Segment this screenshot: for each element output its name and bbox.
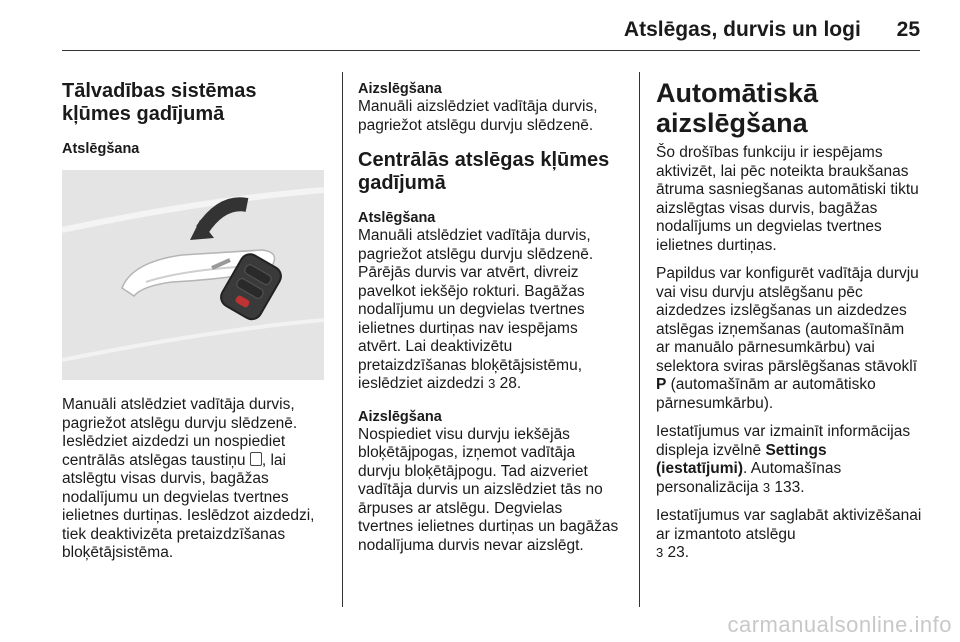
page-number: 25 <box>896 18 920 41</box>
column-1 <box>62 80 324 573</box>
page-ref-link[interactable]: 133. <box>774 478 805 496</box>
header-rule <box>62 50 920 51</box>
paragraph-auto-3: Iestatījumus var izmainīt informācijas displeja izvēlnē Settings (iestatījumi). Automašīnas personalizācija 3 133. <box>656 423 911 496</box>
key-in-door-illustration <box>62 170 324 380</box>
paragraph-unlocking-2: Manuāli atslēdziet vadītāja durvis, pagriežot atslēgu durvju slēdzenē. Pārējās durvis var atvērt, divreiz pavelkot iekšējo rokturi. Bagāžas nodalījumu un degvielas tvertnes ielietnes durtiņas nav iespējams atvērt. Lai deaktivizētu pretaizdzīšanas bloķētājsistēmu, ieslēdziet aizdedzi 3 28. <box>358 227 594 392</box>
paragraph-locking: Manuāli aizslēdziet vadītāja durvis, pagriežot atslēgu durvju slēdzenē. <box>358 98 598 134</box>
page-ref-link[interactable]: 28. <box>499 375 522 392</box>
column-divider-1 <box>342 72 343 607</box>
subheading-locking: Aizslēgšana <box>358 81 442 97</box>
column-divider-2 <box>639 72 640 607</box>
section-title-auto-lock: Automātiskā aizslēgšana <box>656 78 819 138</box>
paragraph-auto-4: Iestatījumus var saglabāt aktivizēšanai ar izmantoto atslēgu 3 23. <box>656 507 922 561</box>
unlock-icon <box>250 452 262 466</box>
key-door-svg <box>62 170 324 380</box>
subheading-locking-2: Aizslēgšana <box>358 408 442 425</box>
column-3 <box>656 78 922 573</box>
paragraph-auto-1: Šo drošības funkciju ir iespējams aktivizēt, lai pēc noteikta braukšanas ātruma sasniegšanas automātiski tiktu aizslēgtas visas durvis, bagāžas nodalījums un degvielas tvertnes ielietnes durtiņas. <box>656 144 919 254</box>
page-ref-link[interactable]: 23. <box>667 544 690 561</box>
column-2 <box>358 80 620 565</box>
watermark: carmanualsonline.info <box>727 612 952 637</box>
chapter-title: Atslēgas, durvis un logi <box>623 18 861 41</box>
subheading-unlocking: Atslēgšana <box>62 141 140 157</box>
page-ref-icon: 3 <box>762 479 771 495</box>
page-ref-icon: 3 <box>656 545 664 560</box>
paragraph-locking-2: Nospiediet visu durvju iekšējās bloķētājpogas, izņemot vadītāja durvju bloķētājpogu. Tad aizveriet vadītāja durvis un aizslēdziet tās no ārpuses ar atslēgu. Degvielas tvertnes ielietnes durtiņas un bagāžas nodalījuma durvis nevar aizslēgt. <box>358 425 619 554</box>
paragraph-unlocking: Manuāli atslēdziet vadītāja durvis, pagriežot atslēgu durvju slēdzenē. Ieslēdziet aizdedzi un nospiediet centrālās atslēgas taustiņu , lai atslēgtu visas durvis, bagāžas nodalījumu un degvielas tvertnes ielietnes durtiņas. Ieslēdzot aizdedzi, tiek deaktivizēta pretaizdzīšanas bloķētājsistēma. <box>62 396 315 561</box>
section-title-central-lock: Centrālās atslēgas kļūmes gadījumā <box>358 149 610 194</box>
subheading-unlocking-2: Atslēgšana <box>358 210 436 226</box>
section-title: Tālvadības sistēmas kļūmes gadījumā <box>62 80 257 125</box>
page-header <box>0 18 920 42</box>
paragraph-auto-2: Papildus var konfigurēt vadītāja durvju vai visu durvju atslēgšanu pēc aizdedzes izslēgšanas un aizdedzes atslēgas izņemšanas (automašīnām ar manuālo pārnesumkārbu) vai selektora sviras pārslēgšanas stāvoklī P (automašīnām ar automātisko pārnesumkārbu). <box>656 265 919 412</box>
page-ref-icon: 3 <box>488 376 496 391</box>
